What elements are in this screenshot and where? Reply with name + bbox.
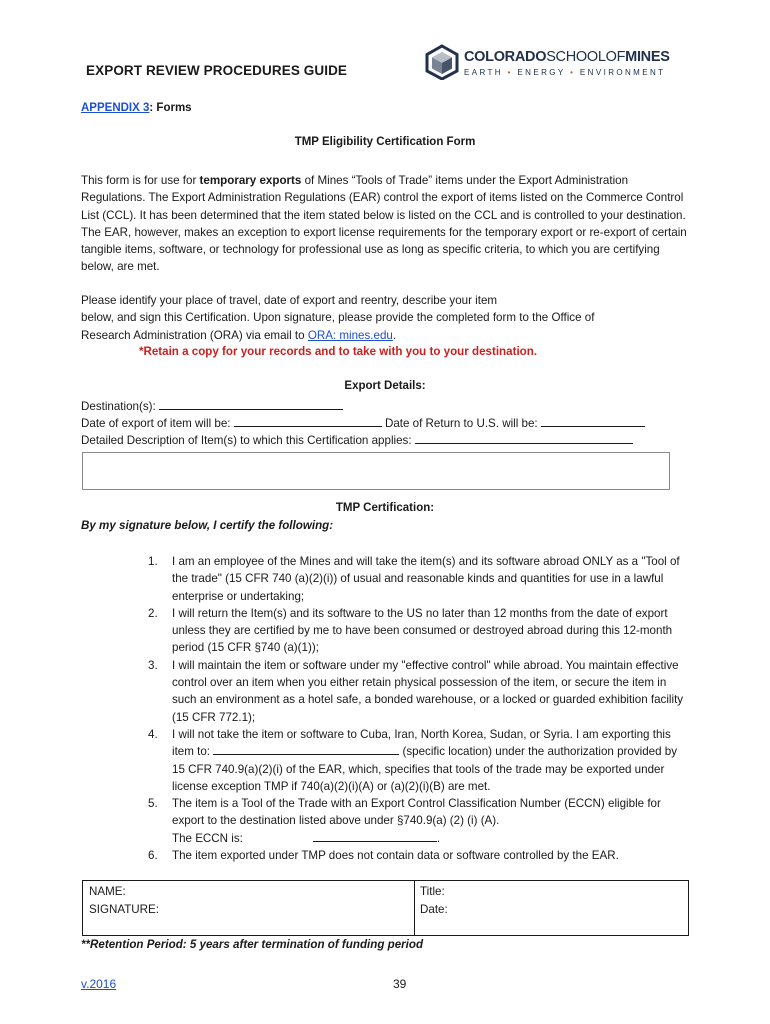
appendix-link[interactable]: APPENDIX 3: [81, 102, 150, 114]
signature-field[interactable]: SIGNATURE:: [89, 903, 159, 916]
appendix-heading: APPENDIX 3: Forms: [81, 102, 192, 114]
list-item: 4. I will not take the item or software to Cuba, Iran, North Korea, Sudan, or Syria. I am exporting this item to: (specific location) under the authorization provided by 15 CFR 740.9(a)(2)(i) of the EAR, which, specifies that tools of the trade may be exported under license exception TMP if 740(a)(2)(i)(A) or (a)(2)(i)(B) are met.: [148, 727, 678, 793]
intro-paragraph: This form is for use for temporary exports of Mines “Tools of Trade” items under the Export Administration Regulations. The Export Administration Regulations (EAR) control the export of items listed on the Commerce Control List (CCL). It has been determined that the item stated below is listed on the CCL and is controlled to your destination. The EAR, however, makes an exception to export license requirements for the temporary export or re-export of certain tangible items, software, or technology for professional use as long as specific criteria, to which you are certifying below, are met.: [81, 174, 687, 274]
list-item: 3. I will maintain the item or software under my "effective control" while abroad. You maintain effective control over an item when you either retain physical possession of the item, or secure the item in such an environment as a hotel safe, a bonded warehouse, or a locked or guarded exhibition facility (15 CFR 772.1);: [148, 658, 684, 724]
date-field[interactable]: Date:: [420, 903, 448, 916]
destination-input[interactable]: [159, 398, 343, 410]
list-item: 5. The item is a Tool of the Trade with an Export Control Classification Number (ECCN) eligible for export to the destination listed above under §740.9(a) (2) (i) (A). The ECCN is: .: [148, 797, 661, 845]
specific-location-input[interactable]: [213, 743, 399, 755]
logo-wordmark: COLORADOSCHOOLOFMINES: [464, 49, 670, 65]
destination-field: Destination(s):: [81, 398, 343, 413]
certification-subheading: By my signature below, I certify the following:: [81, 519, 334, 532]
signature-table: [82, 880, 689, 936]
retain-copy-note: *Retain a copy for your records and to take with you to your destination.: [138, 345, 538, 358]
description-line-input[interactable]: [415, 432, 633, 444]
form-title: TMP Eligibility Certification Form: [294, 136, 476, 148]
ora-email-link[interactable]: ORA: mines.edu: [307, 328, 393, 342]
export-details-heading: Export Details:: [344, 380, 426, 392]
mines-logo: [424, 44, 690, 84]
dates-field: Date of export of item will be: Date of Return to U.S. will be:: [81, 415, 645, 430]
instructions-paragraph: Please identify your place of travel, date of export and reentry, describe your item below, and sign this Certification. Upon signature, please provide the completed form to the Office of Research Administration (ORA) via email to ORA: mines.edu.: [81, 294, 595, 342]
guide-title: EXPORT REVIEW PROCEDURES GUIDE: [86, 63, 348, 78]
name-field[interactable]: NAME:: [89, 885, 126, 898]
certification-list: [148, 553, 690, 864]
description-box[interactable]: [82, 452, 670, 490]
version-link[interactable]: v.2016: [81, 977, 117, 991]
list-item: 1. I am an employee of the Mines and will take the item(s) and its software abroad ONLY as a "Tool of the trade" (15 CFR 740 (a)(2)(i)) of usual and reasonable kinds and quantities for use in a lawful enterprise or undertaking;: [148, 555, 680, 603]
tmp-certification-heading: TMP Certification:: [335, 502, 435, 514]
eccn-input[interactable]: [313, 830, 437, 842]
list-item: 6. The item exported under TMP does not contain data or software controlled by the EAR.: [148, 849, 619, 863]
table-divider: [414, 881, 415, 935]
list-item: 2. I will return the Item(s) and its software to the US no later than 12 months from the date of export unless they are certified by me to have been consumed or destroyed abroad during this 12-month period (15 CFR §740 (a)(1));: [148, 606, 673, 655]
return-date-input[interactable]: [541, 415, 645, 427]
retention-period-note: **Retention Period: 5 years after termination of funding period: [81, 938, 424, 951]
page-number: 39: [393, 977, 407, 991]
mines-logo-mark-icon: [424, 44, 460, 80]
description-field: Detailed Description of Item(s) to which this Certification applies:: [81, 432, 633, 447]
export-date-input[interactable]: [234, 415, 382, 427]
title-field[interactable]: Title:: [420, 885, 445, 898]
logo-tagline: EARTH • ENERGY • ENVIRONMENT: [464, 68, 666, 77]
